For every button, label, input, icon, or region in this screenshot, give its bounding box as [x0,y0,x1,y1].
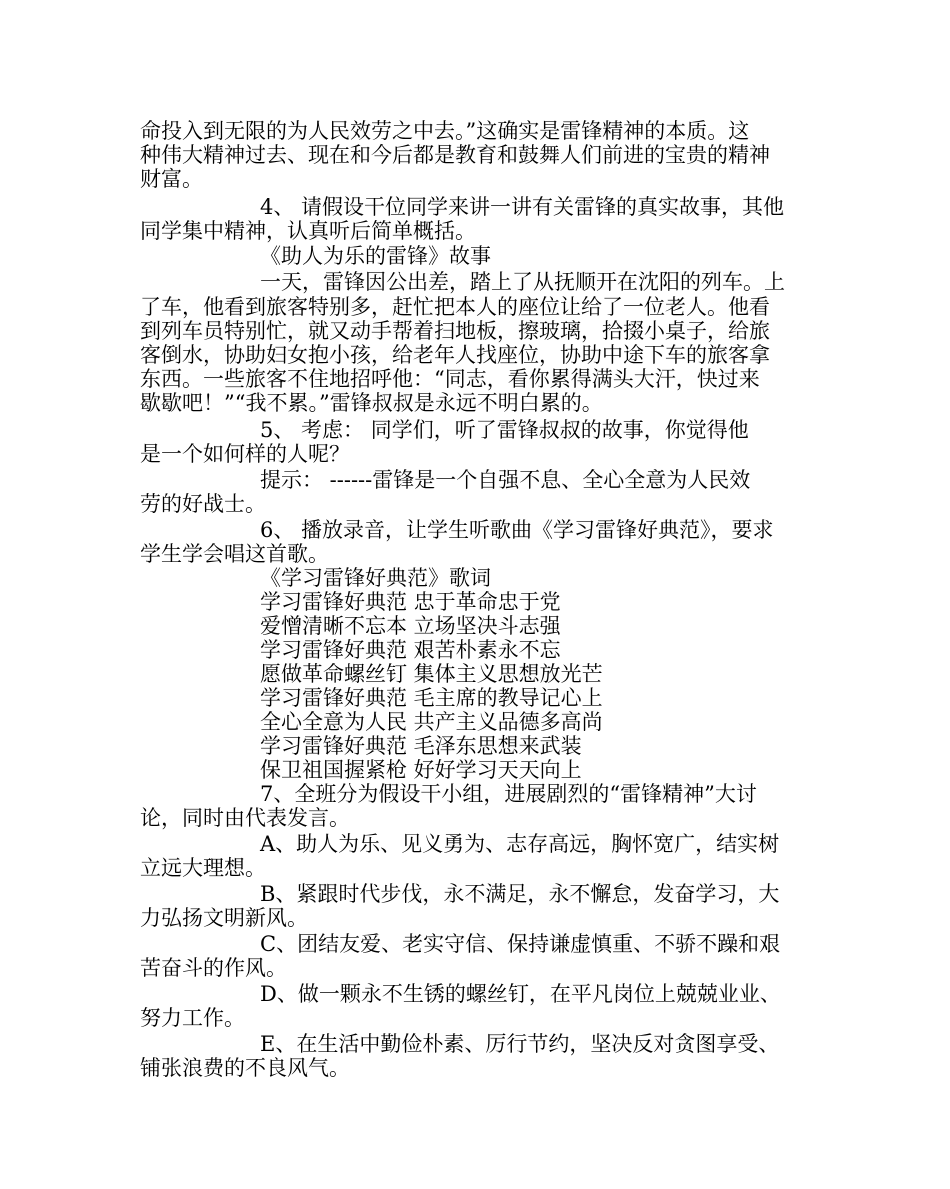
text-line: A、助人为乐、见义勇为、志存高远，胸怀宽广，结实树 [260,832,780,856]
text-line: 苦奋斗的作风。 [140,956,287,980]
text-line: E、在生活中勤俭朴素、厉行节约，坚决反对贪图享受、 [260,1032,780,1056]
lyric-line: 愿做革命螺丝钉 集体主义思想放光芒 [260,662,603,686]
text-line: 是一个如何样的人呢？ [140,442,350,466]
text-line: 财富。 [140,167,203,191]
lyric-line: 保卫祖国握紧枪 好好学习天天向上 [260,758,582,782]
text-line: 立远大理想。 [140,856,266,880]
text-line: 4、 请假设干位同学来讲一讲有关雷锋的真实故事，其他 [260,195,785,219]
text-line: 种伟大精神过去、现在和今后都是教育和鼓舞人们前进的宝贵的精神 [140,143,770,167]
text-line: 铺张浪费的不良风气。 [140,1056,350,1080]
text-line: 歇歇吧！”“我不累。”雷锋叔叔是永远不明白累的。 [140,391,603,415]
lyric-line: 学习雷锋好典范 忠于革命忠于党 [260,590,561,614]
text-line: 客倒水，协助妇女抱小孩，给老年人找座位，协助中途下车的旅客拿 [140,343,770,367]
text-line: 努力工作。 [140,1006,245,1030]
text-line: 6、 播放录音，让学生听歌曲《学习雷锋好典范》，要求 [260,518,774,542]
lyric-line: 全心全意为人民 共产主义品德多高尚 [260,710,603,734]
text-line: 力弘扬文明新风。 [140,906,308,930]
text-line: 提示： ------雷锋是一个自强不息、全心全意为人民效 [260,468,751,492]
text-line: C、团结友爱、老实守信、保持谦虚慎重、不骄不躁和艰 [260,932,781,956]
text-line: 命投入到无限的为人民效劳之中去。”这确实是雷锋精神的本质。这 [140,119,750,143]
text-line: B、紧跟时代步伐，永不满足，永不懈怠，发奋学习，大 [260,882,780,906]
story-title: 《助人为乐的雷锋》故事 [260,244,491,268]
text-line: 东西。一些旅客不住地招呼他：“同志，看你累得满头大汗，快过来 [140,367,760,391]
text-line: 5、 考虑： 同学们，听了雷锋叔叔的故事，你觉得他 [260,418,749,442]
text-line: 学生学会唱这首歌。 [140,542,329,566]
text-line: 同学集中精神，认真听后简单概括。 [140,219,476,243]
text-line: 劳的好战士。 [140,492,266,516]
text-line: 到列车员特别忙，就又动手帮着扫地板，擦玻璃，拾掇小桌子，给旅 [140,319,770,343]
text-line: 了车，他看到旅客特别多，赶忙把本人的座位让给了一位老人。他看 [140,295,770,319]
song-title: 《学习雷锋好典范》歌词 [260,566,491,590]
text-line: 论，同时由代表发言。 [140,806,350,830]
text-line: D、做一颗永不生锈的螺丝钉，在平凡岗位上兢兢业业、 [260,982,781,1006]
lyric-line: 爱憎清晰不忘本 立场坚决斗志强 [260,614,561,638]
lyric-line: 学习雷锋好典范 艰苦朴素永不忘 [260,638,561,662]
text-line: 7、全班分为假设干小组，进展剧烈的“雷锋精神”大讨 [260,782,757,806]
lyric-line: 学习雷锋好典范 毛主席的教导记心上 [260,686,603,710]
lyric-line: 学习雷锋好典范 毛泽东思想来武装 [260,734,582,758]
text-line: 一天，雷锋因公出差，踏上了从抚顺开在沈阳的列车。上 [260,270,785,294]
